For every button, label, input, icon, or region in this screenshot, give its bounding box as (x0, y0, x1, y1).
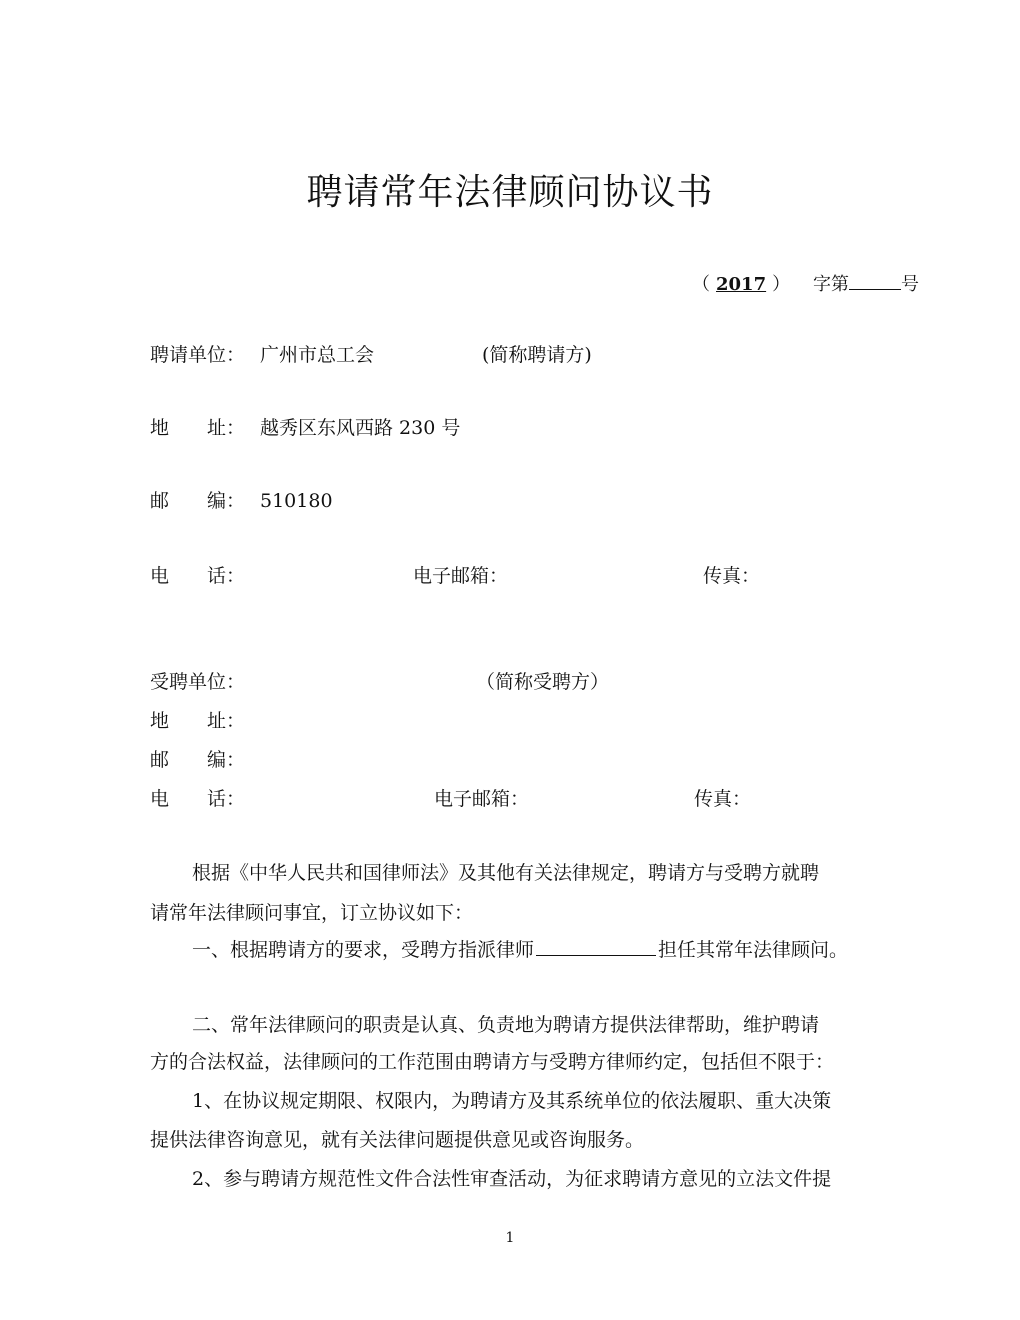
page-number: 1 (505, 1230, 515, 1246)
item-1-line-1: 1、在协议规定期限、权限内，为聘请方及其系统单位的依法履职、重大决策 (192, 1090, 832, 1112)
ref-open: （ (692, 274, 710, 295)
intro-line-1: 根据《中华人民共和国律师法》及其他有关法律规定，聘请方与受聘方就聘 (192, 862, 820, 884)
clause-2-line-2: 方的合法权益，法律顾问的工作范围由聘请方与受聘方律师约定，包括但不限于： (150, 1051, 835, 1073)
reference-number (692, 270, 919, 296)
clause-1-part-a: 一、根据聘请方的要求，受聘方指派律师 (192, 939, 535, 961)
client-address-value: 越秀区东风西路 230 号 (260, 417, 461, 439)
provider-address-label: 地 址： (150, 710, 246, 732)
client-abbr: (简称聘请方) (482, 344, 592, 366)
item-1-line-2: 提供法律咨询意见，就有关法律问题提供意见或咨询服务。 (150, 1129, 645, 1151)
clause-2-line-1: 二、常年法律顾问的职责是认真、负责地为聘请方提供法律帮助，维护聘请 (192, 1014, 820, 1036)
ref-close: ） (772, 274, 791, 295)
ref-number-blank (849, 273, 901, 290)
clause-1-part-b: 担任其常年法律顾问。 (658, 939, 849, 961)
client-zip-label: 邮 编： (150, 490, 246, 512)
provider-unit-label: 受聘单位： (150, 671, 246, 693)
document-title: 聘请常年法律顾问协议书 (306, 172, 714, 213)
client-unit-value: 广州市总工会 (260, 344, 375, 366)
lawyer-name-blank (536, 937, 656, 956)
client-fax-label: 传真： (703, 565, 761, 587)
client-unit-label: 聘请单位： (150, 344, 246, 366)
client-address-label: 地 址： (150, 417, 246, 439)
client-unit-row (150, 340, 374, 367)
ref-year: 2017 (716, 274, 767, 295)
provider-phone-label: 电 话： (150, 788, 246, 810)
client-zip-value: 510180 (260, 490, 333, 512)
item-2-line-1: 2、参与聘请方规范性文件合法性审查活动，为征求聘请方意见的立法文件提 (192, 1168, 832, 1190)
client-phone-label: 电 话： (150, 565, 246, 587)
provider-email-label: 电子邮箱： (434, 788, 530, 810)
provider-zip-label: 邮 编： (150, 749, 246, 771)
client-zip-row (150, 486, 333, 513)
ref-suffix: 号 (901, 274, 919, 295)
provider-fax-label: 传真： (694, 788, 752, 810)
provider-abbr: （简称受聘方） (476, 671, 610, 693)
client-address-row (150, 413, 460, 440)
ref-prefix: 字第 (813, 274, 849, 295)
clause-1 (192, 935, 912, 962)
intro-line-2: 请常年法律顾问事宜，订立协议如下： (150, 902, 474, 924)
client-email-label: 电子邮箱： (413, 565, 509, 587)
